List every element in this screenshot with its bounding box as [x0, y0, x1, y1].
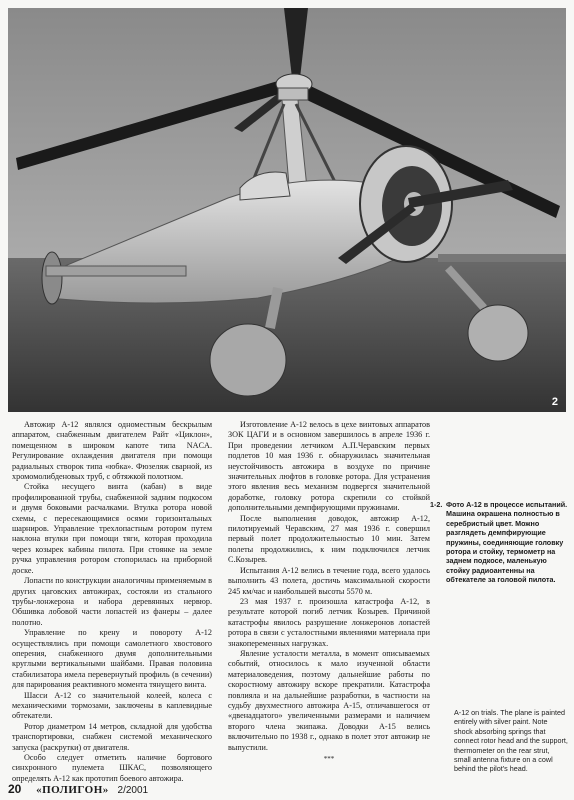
autogyro-photo	[8, 8, 566, 412]
end-mark: ***	[323, 755, 335, 763]
paragraph: Управление по крену и повороту А-12 осуществлялись при помощи самолетного хвостового оперения, снабженного двумя дополнительными круглыми вертикальными шайбами. Правая половина стабилизатора имела перевернутый профиль (в сечении) для парирования реактивного момента тянущего винта.	[12, 628, 212, 690]
caption-number: 1-2.	[430, 500, 443, 509]
paragraph: Изготовление А-12 велось в цехе винтовых аппаратов ЗОК ЦАГИ и в основном завершилось в апреле 1936 г. При проведении летчиком А.П.Черавским первых подлетов 10 мая 1936 г. обнаружилась значительная неустойчивость автожира в воздухе по причине значительных люфтов в головке ротора. Для устранения этого явления весь механизм подвергся значительной доработке, головку ротора скрепили со стойкой дополнительными демпфирующими пружинами.	[228, 420, 430, 513]
paragraph: Испытания А-12 велись в течение года, всего удалось выполнить 43 полета, достичь максимальной скорости 245 км/час и наибольшей высоты 5570 м.	[228, 565, 430, 596]
paragraph: Шасси А-12 со значительной колеей, колеса с механическими тормозами, заключены в каплевидные обтекатели.	[12, 690, 212, 721]
issue-number: 2/2001	[117, 785, 149, 796]
text-column-1	[12, 420, 212, 784]
caption-english: A-12 on trials. The plane is painted entirely with silver paint. Note shock absorbing springs that connect rotor head and the support, thermometer on the rear strut, small antenna fixture on a cowl behind the pilot's head.	[454, 708, 568, 774]
page-footer	[8, 782, 566, 796]
paragraph: Ротор диаметром 14 метров, складной для удобства транспортировки, снабжен системой механического запуска (раскрутки) от двигателя.	[12, 721, 212, 752]
paragraph: Стойка несущего винта (кабан) в виде профилированной трубы, снабженной задним подкосом и двумя боковыми расчалками. Втулка ротора новой схемы, с пересекающимися осями горизонтальных шарниров. Управление трехлопастным ротором путем наклона втулки при помощи тяги, которая проходила через козырек кабины пилота. При стоянке на земле ручка управления ротором стопорилась на приборной доске.	[12, 482, 212, 575]
paragraph: 23 мая 1937 г. произошла катастрофа А-12, в результате которой погиб летчик Козырев. Причиной катастрофы явилось разрушение лонжеронов лопастей ротора в связи с усталостными явлениями материала при знакопеременных нагрузках.	[228, 596, 430, 648]
paragraph: Явление усталости металла, в момент описываемых событий, относилось к мало изученной области материаловедения, поэтому дальнейшие работы по скоростному автожиру вскоре прекратили. Катастрофа повлияла и на дальнейшие разработки, в частности на судьбу двухместного автожира А-15, отличавшегося от «двенадцатого» увеличенными размерами и наличием второго члена экипажа. Доводки А-15 велись включительно по 1938 г., однако в полет этот автожир не выпустили.	[228, 648, 430, 752]
paragraph: После выполнения доводок, автожир А-12, пилотируемый Черавским, 27 мая 1936 г. совершил первый полет продолжительностью 10 мин. Затем полеты продолжились, к ним подключился летчик С.Козырев.	[228, 513, 430, 565]
text-column-2	[228, 420, 430, 764]
paragraph: Автожир А-12 являлся одноместным бескрылым аппаратом, снабженным двигателем Райт «Циклон», помещенном в широком капоте типа NACA. Регулирование охлаждения двигателя при помощи радиальных створок типа «юбка». Фюзеляж сварной, из хромомолибденовых труб, с обтяжкой полотном.	[12, 420, 212, 482]
paragraph: Особо следует отметить наличие бортового синхронного пулемета ШКАС, позволяющего определять А-12 как прототип боевого автожира.	[12, 753, 212, 783]
paragraph: Лопасти по конструкции аналогичны применяемым в других цаговских автожирах, состояли из стального трубы-лонжерона и набора деревянных нервюр. Обшивка лобовой части лопастей из фанеры – далее полотно.	[12, 576, 212, 627]
page-number: 20	[8, 782, 22, 796]
caption-text: Фото А-12 в процессе испытаний. Машина окрашена полностью в серебристый цвет. Можно разглядеть демпфирующие пружины, соединяющие головку ротора и стойку, термометр на заднем подкосе, маленькую стойку радиоантенны на обтекателе за головой пилота.	[446, 500, 568, 585]
magazine-title: «ПОЛИГОН»	[36, 784, 109, 796]
autogyro-illustration	[8, 8, 566, 412]
caption-russian	[430, 500, 568, 585]
photo-number: 2	[551, 396, 558, 408]
